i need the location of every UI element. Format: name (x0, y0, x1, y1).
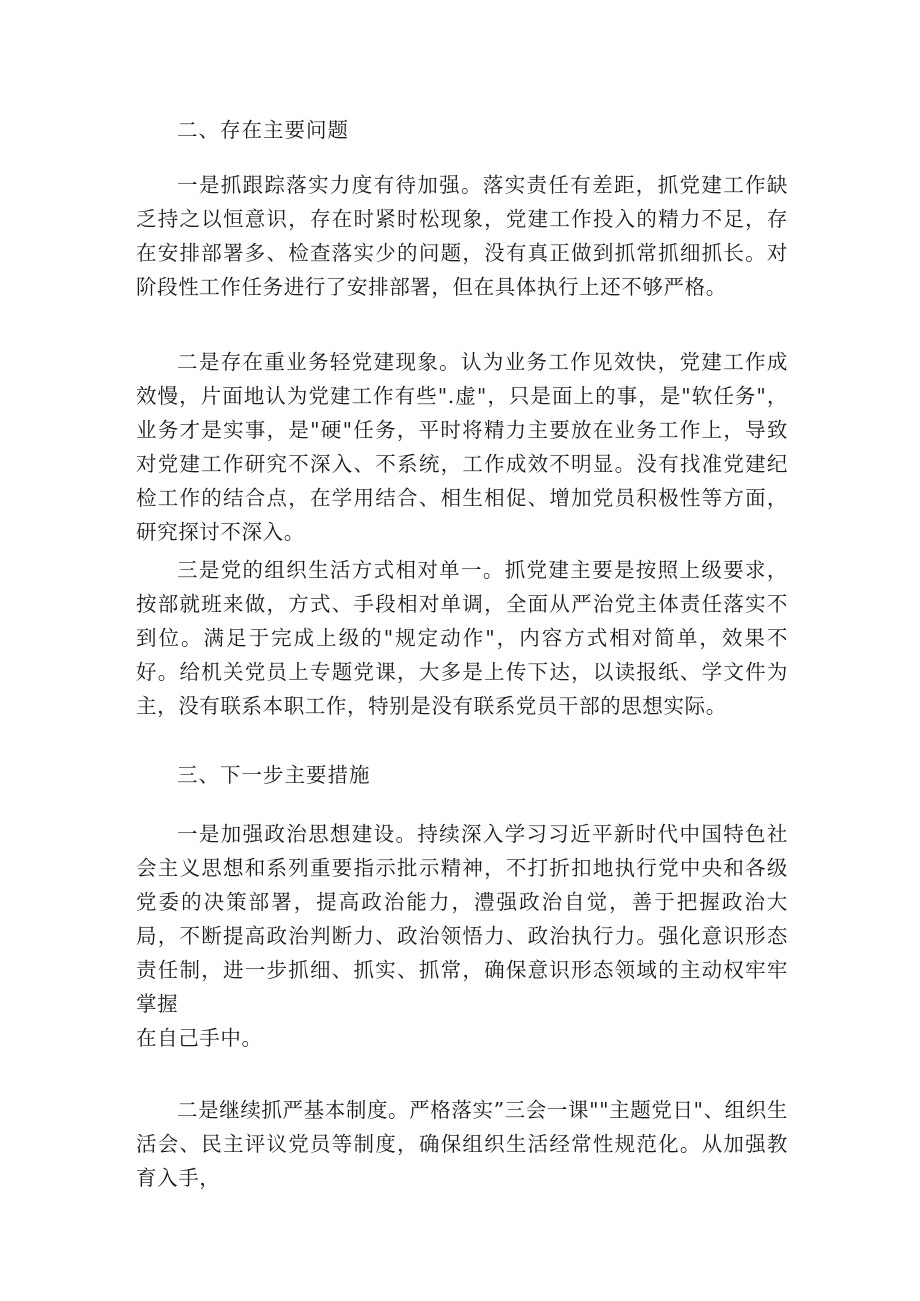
paragraph-political-ideology: 一是加强政治思想建设。持续深入学习习近平新时代中国特色社会主义思想和系列重要指示批示精神，不打折扣地执行党中央和各级党委的决策部署，提高政治能力，澧强政治自觉，善于把握政治大局，不断提高政治判断力、政治领悟力、政治执行力。强化意识形态责任制，进一步抓细、抓实、抓常，确保意识形态领域的主动权牢牢掌握 (136, 822, 788, 1016)
paragraph-tracking-implementation: 一是抓跟踪落实力度有待加强。落实责任有差距，抓党建工作缺乏持之以恒意识，存在时紧时松现象，党建工作投入的精力不足，存在安排部署多、检查落实少的问题，没有真正做到抓常抓细抓长。对阶段性工作任务进行了安排部署，但在具体执行上还不够严格。 (136, 173, 788, 299)
paragraph-continuation: 在自己手中。 (136, 1026, 263, 1050)
paragraph-organization-life: 三是党的组织生活方式相对单一。抓党建主要是按照上级要求，按部就班来做，方式、手段相对单调，全面从严治党主体责任落实不到位。满足于完成上级的"规定动作"，内容方式相对简单，效果不好。给机关党员上专题党课，大多是上传下达，以读报纸、学文件为主，没有联系本职工作，特别是没有联系党员干部的思想实际。 (136, 558, 788, 718)
section-heading-measures: 三、下一步主要措施 (177, 763, 371, 787)
paragraph-basic-systems: 二是继续抓严基本制度。严格落实”三会一课""主题党日"、组织生活会、民主评议党员等制度，确保组织生活经常性规范化。从加强教育入手， (136, 1098, 788, 1190)
section-heading-problems: 二、存在主要问题 (177, 118, 349, 142)
paragraph-business-over-party: 二是存在重业务轻党建现象。认为业务工作见效快，党建工作成效慢，片面地认为党建工作有些".虚"，只是面上的事，是"软任务"，业务才是实事，是"硬"任务，平时将精力主要放在业务工作上，导致对党建工作研究不深入、不系统，工作成效不明显。没有找准党建纪检工作的结合点，在学用结合、相生相促、增加党员积极性等方面，研究探讨不深入。 (136, 350, 788, 544)
